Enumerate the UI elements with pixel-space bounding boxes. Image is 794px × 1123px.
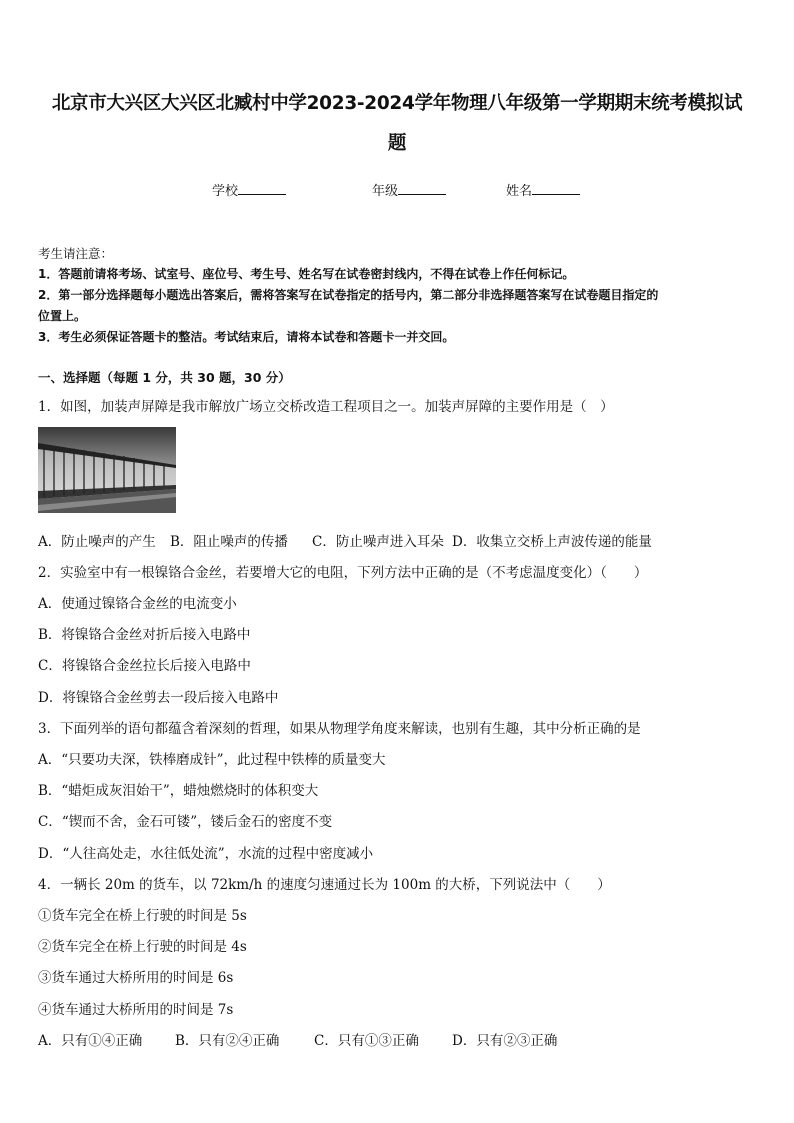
q4-option-d[interactable]: D．只有②③正确: [452, 1033, 558, 1049]
q2-option-b[interactable]: B．将镍铬合金丝对折后接入电路中: [38, 627, 251, 643]
school-blank: [238, 182, 286, 195]
q4-options: [38, 1029, 557, 1049]
q3-stem: 3．下面列举的语句都蕴含着深刻的哲理，如果从物理学角度来解读，也别有生趣，其中分析正确的是: [38, 721, 641, 737]
q1-option-b[interactable]: B．阻止噪声的传播: [170, 534, 288, 550]
name-field: [506, 180, 580, 199]
exam-notice: [38, 243, 762, 348]
exam-title-line2: 题: [387, 133, 407, 154]
name-label: 姓名: [506, 184, 533, 199]
q4-statement-2: ②货车完全在桥上行驶的时间是 4s: [38, 939, 247, 955]
notice-item-1: 1．答题前请将考场、试室号、座位号、考生号、姓名写在试卷密封线内，不得在试卷上作任何标记。: [38, 267, 575, 281]
exam-title-line1: 北京市大兴区大兴区北臧村中学2023-2024学年物理八年级第一学期期末统考模拟试: [51, 93, 743, 114]
section-heading: 一、选择题（每题 1 分，共 30 题，30 分）: [38, 370, 291, 385]
sound-barrier-photo: [38, 427, 176, 513]
q4-option-a[interactable]: A．只有①④正确: [38, 1033, 143, 1049]
notice-item-3: 3．考生必须保证答题卡的整洁。考试结束后，请将本试卷和答题卡一并交回。: [38, 330, 455, 344]
q4-statement-3: ③货车通过大桥所用的时间是 6s: [38, 970, 234, 986]
q1-stem: 1．如图，加装声屏障是我市解放广场立交桥改造工程项目之一。加装声屏障的主要作用是（ ）: [38, 399, 614, 415]
notice-item-2: 2．第一部分选择题每小题选出答案后，需将答案写在试卷指定的括号内，第二部分非选择题答案写在试卷题目指定的: [38, 288, 659, 302]
q1-option-d[interactable]: D．收集立交桥上声波传递的能量: [452, 534, 652, 550]
q3-option-b[interactable]: B．“蜡炬成灰泪始干”，蜡烛燃烧时的体积变大: [38, 783, 319, 799]
q3-option-d[interactable]: D．“人往高处走，水往低处流”，水流的过程中密度减小: [38, 846, 374, 862]
q4-option-c[interactable]: C．只有①③正确: [314, 1033, 419, 1049]
q1-option-a[interactable]: A．防止噪声的产生: [38, 534, 156, 550]
grade-blank: [398, 182, 446, 195]
q2-option-c[interactable]: C．将镍铬合金丝拉长后接入电路中: [38, 658, 251, 674]
q3-option-a[interactable]: A．“只要功夫深，铁棒磨成针”，此过程中铁棒的质量变大: [38, 752, 386, 768]
notice-item-2-cont: 位置上。: [38, 309, 87, 323]
name-blank: [532, 182, 580, 195]
grade-label: 年级: [372, 184, 399, 199]
school-field: [212, 180, 286, 199]
grade-field: [372, 180, 446, 199]
q4-stem: 4．一辆长 20m 的货车，以 72km/h 的速度匀速通过长为 100m 的大桥，下列说法中（ ）: [38, 877, 611, 893]
q4-statement-1: ①货车完全在桥上行驶的时间是 5s: [38, 908, 247, 924]
q2-stem: 2．实验室中有一根镍铬合金丝，若要增大它的电阻，下列方法中正确的是（不考虑温度变化）（ ）: [38, 565, 648, 581]
q4-option-b[interactable]: B．只有②④正确: [175, 1033, 280, 1049]
notice-heading: 考生请注意：: [38, 246, 114, 261]
q2-option-a[interactable]: A．使通过镍铬合金丝的电流变小: [38, 596, 237, 612]
q4-statement-4: ④货车通过大桥所用的时间是 7s: [38, 1002, 234, 1018]
q1-options: [38, 530, 652, 550]
q2-option-d[interactable]: D．将镍铬合金丝剪去一段后接入电路中: [38, 690, 279, 706]
school-label: 学校: [212, 184, 239, 199]
q3-option-c[interactable]: C．“锲而不舍，金石可镂”，镂后金石的密度不变: [38, 814, 333, 830]
q1-option-c[interactable]: C．防止噪声进入耳朵: [312, 534, 444, 550]
